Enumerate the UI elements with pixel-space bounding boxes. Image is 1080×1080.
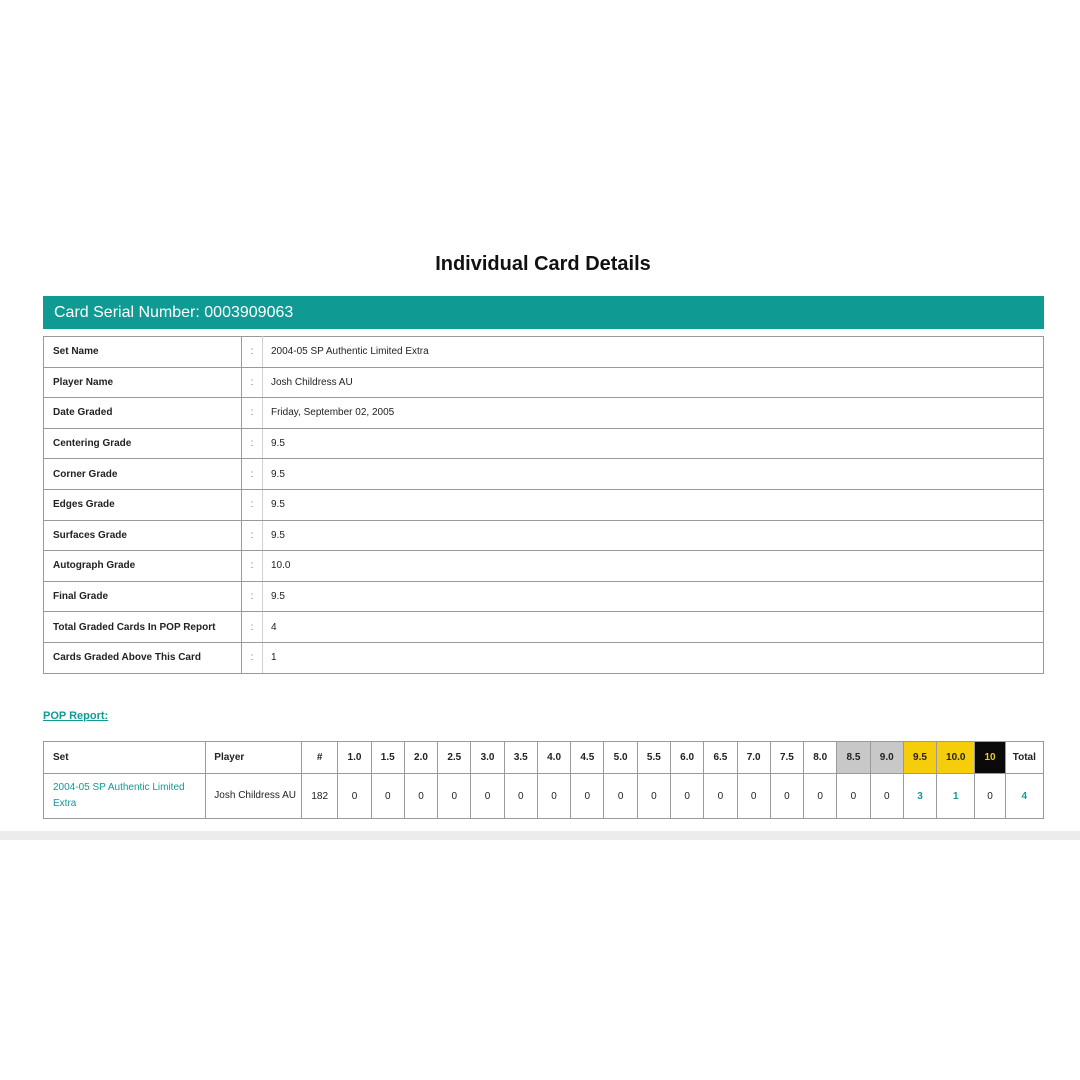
- detail-label: Edges Grade: [44, 489, 242, 520]
- col-header-total: Total: [1005, 742, 1043, 774]
- col-header-grade: 7.0: [737, 742, 770, 774]
- pop-count: 0: [870, 774, 903, 819]
- col-header-grade: 1.0: [338, 742, 371, 774]
- pop-count: 0: [338, 774, 371, 819]
- detail-row: [44, 337, 1044, 368]
- pop-count-link[interactable]: 3: [903, 774, 936, 819]
- pop-count: 0: [737, 774, 770, 819]
- detail-row: [44, 428, 1044, 459]
- detail-separator: :: [242, 520, 263, 551]
- pop-report-table: [43, 741, 1044, 819]
- col-header-grade: 4.0: [537, 742, 570, 774]
- pop-count-link[interactable]: 1: [937, 774, 975, 819]
- col-header-grade: 7.5: [770, 742, 803, 774]
- detail-row: [44, 398, 1044, 429]
- detail-label: Final Grade: [44, 581, 242, 612]
- detail-row: [44, 551, 1044, 582]
- detail-separator: :: [242, 459, 263, 490]
- detail-value: Josh Childress AU: [263, 367, 1044, 398]
- detail-separator: :: [242, 489, 263, 520]
- col-header-grade: 8.0: [804, 742, 837, 774]
- col-header-grade: 9.5: [903, 742, 936, 774]
- col-header-grade: 5.0: [604, 742, 637, 774]
- col-header-grade: 3.5: [504, 742, 537, 774]
- pop-count: 0: [604, 774, 637, 819]
- detail-separator: :: [242, 612, 263, 643]
- page-title: Individual Card Details: [435, 253, 651, 275]
- detail-label: Total Graded Cards In POP Report: [44, 612, 242, 643]
- detail-separator: :: [242, 337, 263, 368]
- detail-separator: :: [242, 581, 263, 612]
- detail-label: Autograph Grade: [44, 551, 242, 582]
- col-header-grade: 6.0: [671, 742, 704, 774]
- detail-label: Date Graded: [44, 398, 242, 429]
- pop-count: 0: [571, 774, 604, 819]
- detail-label: Surfaces Grade: [44, 520, 242, 551]
- detail-value: 9.5: [263, 428, 1044, 459]
- detail-value: 9.5: [263, 489, 1044, 520]
- detail-value: 10.0: [263, 551, 1044, 582]
- detail-separator: :: [242, 428, 263, 459]
- pop-count: 0: [404, 774, 437, 819]
- detail-value: 2004-05 SP Authentic Limited Extra: [263, 337, 1044, 368]
- col-header-grade: 6.5: [704, 742, 737, 774]
- pop-count: 0: [537, 774, 570, 819]
- pop-count: 0: [371, 774, 404, 819]
- col-header-grade: 4.5: [571, 742, 604, 774]
- detail-label: Set Name: [44, 337, 242, 368]
- pop-player: Josh Childress AU: [206, 774, 302, 819]
- detail-separator: :: [242, 367, 263, 398]
- serial-number: 0003909063: [204, 304, 294, 321]
- serial-label: Card Serial Number:: [54, 304, 200, 321]
- pop-report-link[interactable]: POP Report:: [43, 710, 109, 722]
- col-header-grade: 10.0: [937, 742, 975, 774]
- pop-card-number: 182: [302, 774, 338, 819]
- detail-label: Player Name: [44, 367, 242, 398]
- col-header-number: #: [302, 742, 338, 774]
- detail-row: [44, 581, 1044, 612]
- detail-value: 9.5: [263, 459, 1044, 490]
- pop-set-link[interactable]: 2004-05 SP Authentic Limited Extra: [44, 774, 206, 819]
- col-header-grade: 8.5: [837, 742, 870, 774]
- serial-number-bar: [43, 296, 1044, 329]
- col-header-grade: 1.5: [371, 742, 404, 774]
- bottom-divider: [0, 831, 1080, 840]
- pop-header-row: [44, 742, 1044, 774]
- detail-value: Friday, September 02, 2005: [263, 398, 1044, 429]
- detail-row: [44, 489, 1044, 520]
- col-header-grade: 2.0: [404, 742, 437, 774]
- col-header-grade: 5.5: [637, 742, 670, 774]
- pop-count: 0: [837, 774, 870, 819]
- detail-separator: :: [242, 642, 263, 673]
- pop-count: 0: [637, 774, 670, 819]
- pop-data-row: [44, 774, 1044, 819]
- col-header-player: Player: [206, 742, 302, 774]
- detail-row: [44, 520, 1044, 551]
- detail-value: 9.5: [263, 581, 1044, 612]
- col-header-grade: 2.5: [438, 742, 471, 774]
- col-header-grade: 3.0: [471, 742, 504, 774]
- col-header-grade: 9.0: [870, 742, 903, 774]
- detail-row: [44, 459, 1044, 490]
- detail-value: 4: [263, 612, 1044, 643]
- detail-value: 1: [263, 642, 1044, 673]
- col-header-grade: 10: [975, 742, 1005, 774]
- pop-count: 0: [770, 774, 803, 819]
- detail-value: 9.5: [263, 520, 1044, 551]
- pop-total-link[interactable]: 4: [1005, 774, 1043, 819]
- pop-count: 0: [804, 774, 837, 819]
- pop-count: 0: [975, 774, 1005, 819]
- pop-count: 0: [504, 774, 537, 819]
- pop-count: 0: [471, 774, 504, 819]
- detail-row: [44, 367, 1044, 398]
- detail-row: [44, 642, 1044, 673]
- pop-count: 0: [438, 774, 471, 819]
- pop-count: 0: [671, 774, 704, 819]
- detail-separator: :: [242, 398, 263, 429]
- detail-row: [44, 612, 1044, 643]
- col-header-set: Set: [44, 742, 206, 774]
- detail-label: Centering Grade: [44, 428, 242, 459]
- pop-count: 0: [704, 774, 737, 819]
- detail-label: Cards Graded Above This Card: [44, 642, 242, 673]
- detail-separator: :: [242, 551, 263, 582]
- card-details-table: [43, 336, 1044, 674]
- detail-label: Corner Grade: [44, 459, 242, 490]
